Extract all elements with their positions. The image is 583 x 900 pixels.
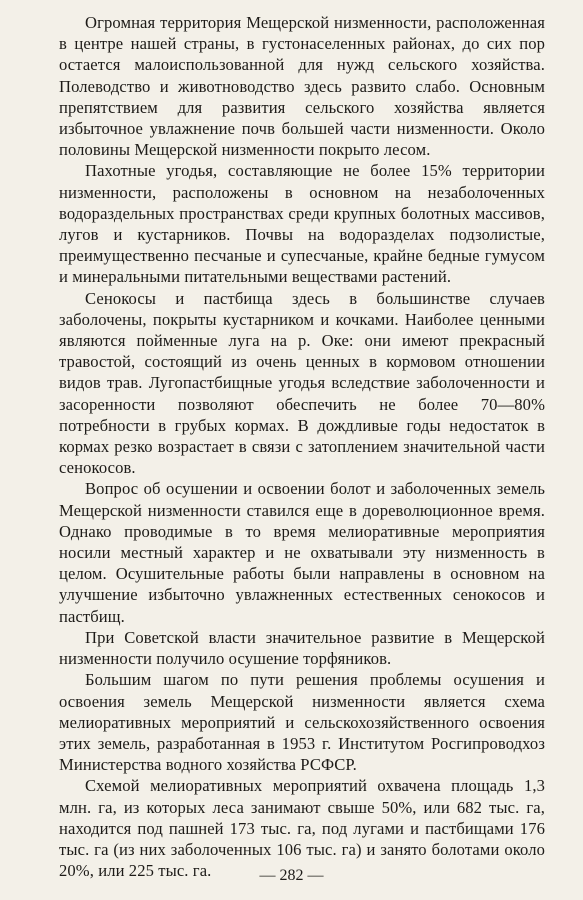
body-text [59, 12, 545, 881]
paragraph-4: Вопрос об осушении и освоении болот и заболоченных земель Мещерской низменности ставился еще в дореволюционное время. Однако проводимые в то время мелиоративные мероприятия носили местный характер и не охватывали эту низменность в целом. Осушительные работы были направлены в основном на улучшение избыточно увлажненных естественных сенокосов и пастбищ. [59, 479, 545, 626]
paragraph-1: Огромная территория Мещерской низменности, расположенная в центре нашей страны, в густонаселенных районах, до сих пор остается малоиспользованной для нужд сельского хозяйства. Полеводство и животноводство здесь развито слабо. Основным препятствием для развития сельского хозяйства является избыточное увлажнение почв большей части низменности. Около половины Мещерской низменности покрыто лесом. [59, 13, 545, 160]
paragraph-3: Сенокосы и пастбища здесь в большинстве случаев заболочены, покрыты кустарником и кочками. Наиболее ценными являются пойменные луга на р. Оке: они имеют прекрасный травостой, состоящий из очень ценных в кормовом отношении видов трав. Лугопастбищные угодья вследствие заболоченности и засоренности позволяют обеспечить не более 70—80% потребности в грубых кормах. В дождливые годы недостаток в кормах резко возрастает в связи с затоплением значительной части сенокосов. [59, 288, 545, 478]
page-number: — 282 — [259, 867, 324, 884]
paragraph-2: Пахотные угодья, составляющие не более 15% территории низменности, расположены в основном на незаболоченных водораздельных пространствах среди крупных болотных массивов, лугов и кустарников. Почвы на водоразделах подзолистые, преимущественно песчаные и супесчаные, крайне бедные гумусом и минеральными питательными веществами растений. [59, 161, 545, 287]
paragraph-6: Большим шагом по пути решения проблемы осушения и освоения земель Мещерской низменности является схема мелиоративных мероприятий и сельскохозяйственного освоения этих земель, разработанная в 1953 г. Институтом Росгипроводхоз Министерства водного хозяйства РСФСР. [59, 670, 545, 775]
paragraph-5: При Советской власти значительное развитие в Мещерской низменности получило осушение торфяников. [59, 627, 545, 669]
paragraph-7: Схемой мелиоративных мероприятий охвачена площадь 1,3 млн. га, из которых леса занимают свыше 50%, или 682 тыс. га, находится под пашней 173 тыс. га, под лугами и пастбищами 176 тыс. га (из них заболоченных 106 тыс. га) и занято болотами около 20%, или 225 тыс. га. [59, 776, 545, 881]
